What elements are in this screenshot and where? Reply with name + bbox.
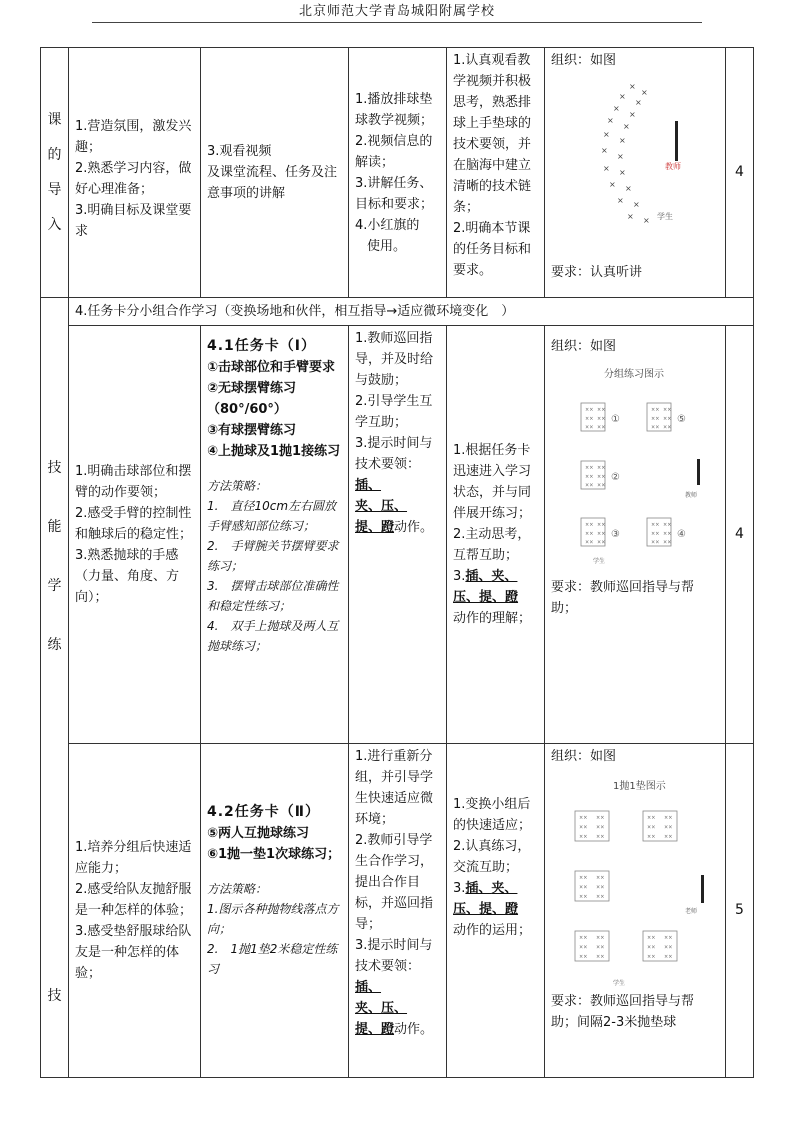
- player-mark: ××: [579, 824, 588, 831]
- method-label: 方法策略：: [207, 882, 268, 896]
- court-num: ②: [611, 472, 620, 483]
- student-item: 2.认真练习，交流互助；: [453, 839, 531, 875]
- task-header-row: [41, 298, 754, 326]
- player-mark: ××: [597, 473, 606, 480]
- student-prefix: 3.: [453, 569, 466, 584]
- student-tail: 动作的理解；: [453, 611, 532, 626]
- task1-teacher-cell: [349, 326, 447, 744]
- keyword: 蹬: [381, 1022, 395, 1037]
- student-label: 学生: [593, 558, 606, 565]
- org-label: 组织：如图: [551, 53, 617, 68]
- player-mark: ××: [597, 415, 606, 422]
- intro-content-cell: [201, 48, 349, 298]
- toss-pass-diagram: [553, 771, 715, 989]
- skills-section-label: [41, 458, 68, 656]
- keyword: 提、: [355, 520, 382, 535]
- keyword: 夹、: [355, 1001, 382, 1016]
- goal-item: 2.感受给队友抛舒服是一种怎样的体验；: [75, 882, 193, 918]
- task1-time: 4: [726, 326, 754, 744]
- keywords: [453, 566, 538, 629]
- org-label: 组织：如图: [551, 749, 617, 764]
- player-mark: ××: [664, 833, 673, 840]
- player-mark: ××: [651, 539, 660, 546]
- player-mark: ××: [585, 473, 594, 480]
- task2-teacher-cell: [349, 744, 447, 1078]
- keyword: 夹、: [491, 569, 518, 584]
- player-mark: ××: [663, 415, 672, 422]
- goal-item: 2.感受手臂的控制性和触球后的稳定性；: [75, 506, 193, 542]
- player-mark: ××: [663, 539, 672, 546]
- task1-card-title: 4.1任务卡（Ⅰ）: [207, 338, 317, 354]
- teacher-tail: 动作。: [394, 1022, 434, 1037]
- method-item: 3. 摆臂击球部位准确性和稳定性练习；: [207, 579, 339, 613]
- req-label: 要求：教师巡回指导与帮助；间隔2-3米抛垫球: [551, 994, 695, 1030]
- keywords: [355, 475, 440, 538]
- section-char: 导: [47, 181, 62, 198]
- section-char: 技: [47, 988, 62, 1004]
- teacher-item: 使用。: [367, 238, 407, 254]
- section-char: 练: [47, 637, 62, 653]
- task2-time: 5: [726, 744, 754, 1078]
- goal-item: 3.感受垫舒服球给队友是一种怎样的体验；: [75, 924, 192, 981]
- player-mark: ××: [597, 539, 606, 546]
- player-mark: ××: [585, 482, 594, 489]
- keyword: 插、: [465, 569, 492, 584]
- player-mark: ××: [596, 893, 605, 900]
- formation-diagram: [559, 73, 719, 253]
- player-mark: ××: [585, 522, 594, 528]
- task2-row: [41, 744, 754, 1078]
- keyword: 蹬: [381, 520, 395, 535]
- diagram-title: 分组练习图示: [604, 369, 664, 380]
- content-item: 3.观看视频: [207, 144, 272, 159]
- intro-section-cell: [41, 48, 69, 298]
- content-item: 及课堂流程、任务及注意事项的讲解: [207, 165, 338, 201]
- card-item: ③有球摆臂练习: [207, 423, 297, 438]
- student-mark: ×: [603, 164, 610, 173]
- player-mark: ××: [597, 482, 606, 489]
- student-tail: 动作的运用；: [453, 923, 532, 938]
- player-mark: ××: [596, 944, 605, 951]
- player-mark: ××: [647, 953, 656, 960]
- player-mark: ××: [664, 935, 673, 941]
- student-mark: ×: [609, 180, 616, 189]
- keyword: 插、: [355, 478, 382, 493]
- skills-section-label-b: [41, 986, 68, 1007]
- req-label: 要求：教师巡回指导与帮助；: [551, 580, 695, 616]
- teacher-item: 2.引导学生互学互助；: [355, 394, 433, 430]
- student-mark: ×: [635, 98, 642, 107]
- task2-card-title: 4.2任务卡（Ⅱ）: [207, 804, 321, 820]
- player-mark: ××: [647, 944, 656, 951]
- student-mark: ×: [603, 130, 610, 139]
- teacher-label: 教师: [685, 492, 698, 499]
- teacher-item: 3.讲解任务、目标和要求；: [355, 175, 434, 212]
- student-mark: ×: [625, 184, 632, 193]
- teacher-flag: [701, 875, 704, 903]
- keyword: 蹬: [505, 590, 519, 605]
- keyword: 蹬: [505, 902, 519, 917]
- task1-goals-cell: [69, 326, 201, 744]
- goal-item: 1.明确击球部位和摆臂的动作要领；: [75, 464, 192, 500]
- player-mark: ××: [663, 522, 672, 528]
- teacher-tail: 动作。: [394, 520, 434, 535]
- student-mark: ×: [623, 122, 630, 131]
- keyword: 压、: [453, 590, 480, 605]
- player-mark: ××: [596, 875, 605, 881]
- player-mark: ××: [597, 465, 606, 471]
- player-mark: ××: [663, 407, 672, 413]
- teacher-item: 3.提示时间与技术要领：: [355, 938, 433, 974]
- player-mark: ××: [579, 935, 588, 941]
- student-prefix: 3.: [453, 881, 466, 896]
- player-mark: ××: [651, 522, 660, 528]
- player-mark: ××: [579, 944, 588, 951]
- player-mark: ××: [579, 953, 588, 960]
- intro-section-label: [41, 110, 68, 236]
- teacher-item: 2.视频信息的解读；: [355, 133, 433, 170]
- task2-org-cell: [545, 744, 726, 1078]
- player-mark: ××: [579, 875, 588, 881]
- student-item: 2.明确本节课的任务目标和要求。: [453, 221, 532, 278]
- student-mark: ×: [619, 136, 626, 145]
- teacher-item: 1.进行重新分组，并引导学生快速适应微环境；: [355, 749, 434, 827]
- player-mark: ××: [663, 530, 672, 537]
- student-mark: ×: [641, 88, 648, 97]
- lesson-plan-table: [40, 47, 754, 1078]
- player-mark: ××: [596, 815, 605, 821]
- player-mark: ××: [596, 953, 605, 960]
- section-char: 学: [47, 578, 62, 594]
- player-mark: ××: [651, 424, 660, 431]
- court-num: ④: [677, 529, 686, 540]
- student-marks: [601, 82, 650, 225]
- player-mark: ××: [596, 833, 605, 840]
- player-mark: ××: [647, 935, 656, 941]
- task2-card-cell: [201, 744, 349, 1078]
- player-mark: ××: [663, 424, 672, 431]
- method-item: 1.图示各种抛物线落点方向；: [207, 902, 339, 936]
- player-mark: ××: [585, 407, 594, 413]
- task1-org-cell: [545, 326, 726, 744]
- task2-goals-cell: [69, 744, 201, 1078]
- teacher-item: 1.教师巡回指导，并及时给与鼓励；: [355, 331, 434, 388]
- player-mark: ××: [579, 833, 588, 840]
- keyword: 压、: [381, 1001, 408, 1016]
- section-char: 能: [47, 519, 62, 535]
- teacher-label: 老师: [685, 908, 698, 915]
- student-item: 1.变换小组后的快速适应；: [453, 797, 532, 833]
- player-mark: ××: [664, 815, 673, 821]
- player-mark: ××: [651, 530, 660, 537]
- keyword: 提、: [355, 1022, 382, 1037]
- player-mark: ××: [585, 530, 594, 537]
- player-mark: ××: [651, 407, 660, 413]
- intro-time: 4: [726, 48, 754, 298]
- student-mark: ×: [619, 92, 626, 101]
- intro-goals-cell: [69, 48, 201, 298]
- keyword: 压、: [381, 499, 408, 514]
- goal-item: 3.熟悉抛球的手感（力量、角度、方向）；: [75, 548, 180, 605]
- player-mark: ××: [585, 539, 594, 546]
- player-mark: ××: [664, 824, 673, 831]
- method-item: 1. 直径10cm左右圆放手臂感知部位练习；: [207, 499, 337, 533]
- task1-student-cell: [447, 326, 545, 744]
- section-char: 课: [47, 111, 62, 128]
- intro-org-cell: [545, 48, 726, 298]
- player-mark: ××: [579, 893, 588, 900]
- player-mark: ××: [597, 530, 606, 537]
- player-mark: ××: [597, 424, 606, 431]
- goal-item: 2.熟悉学习内容，做好心理准备；: [75, 160, 192, 197]
- student-mark: ×: [601, 146, 608, 155]
- task-header: 4.任务卡分小组合作学习（变换场地和伙伴，相互指导→适应微环境变化 ）: [69, 298, 754, 326]
- diagram-title: 1抛1垫图示: [613, 781, 666, 792]
- teacher-item: 3.提示时间与技术要领：: [355, 436, 433, 472]
- teacher-item: 2.教师引导学生合作学习，提出合作目标，并巡回指导；: [355, 833, 434, 932]
- req-label: 要求：认真听讲: [551, 265, 643, 280]
- player-mark: ××: [585, 415, 594, 422]
- intro-row: [41, 48, 754, 298]
- keywords: [453, 878, 538, 941]
- player-mark: ××: [597, 522, 606, 528]
- task1-row: [41, 326, 754, 744]
- player-mark: ××: [664, 944, 673, 951]
- player-mark: ××: [596, 884, 605, 891]
- page-header: 北京师范大学青岛城阳附属学校: [92, 2, 702, 23]
- keyword: 夹、: [355, 499, 382, 514]
- student-item: 1.认真观看教学视频并积极思考，熟悉排球上手垫球的技术要领，并在脑海中建立清晰的技术链条；: [453, 53, 532, 215]
- court-num: ③: [611, 529, 620, 540]
- student-mark: ×: [619, 168, 626, 177]
- keywords: [355, 977, 440, 1040]
- method-label: 方法策略：: [207, 479, 268, 493]
- student-mark-label: 学生: [657, 212, 673, 221]
- card-item: ⑥1抛一垫1次球练习；: [207, 847, 341, 862]
- card-item: ②无球摆臂练习（80°/60°）: [207, 381, 297, 417]
- section-char: 入: [47, 216, 62, 233]
- keyword: 提、: [479, 590, 506, 605]
- court-num: ⑤: [677, 414, 686, 425]
- goal-item: 3.明确目标及课堂要求: [75, 202, 192, 239]
- keyword: 提、: [479, 902, 506, 917]
- method-item: 2. 1抛1垫2米稳定性练习: [207, 942, 338, 976]
- keyword: 插、: [355, 980, 382, 995]
- student-item: 2.主动思考，互帮互助；: [453, 527, 531, 563]
- student-mark: ×: [629, 82, 636, 91]
- player-mark: ××: [579, 815, 588, 821]
- player-mark: ××: [664, 953, 673, 960]
- teacher-flag: [697, 459, 700, 485]
- student-mark: ×: [617, 196, 624, 205]
- player-mark: ××: [651, 415, 660, 422]
- keyword: 夹、: [491, 881, 518, 896]
- student-mark: ×: [613, 104, 620, 113]
- intro-teacher-cell: [349, 48, 447, 298]
- teacher-item: 1.播放排球垫球教学视频；: [355, 91, 434, 128]
- keyword: 压、: [453, 902, 480, 917]
- section-char: 的: [47, 146, 62, 163]
- student-mark: ×: [617, 152, 624, 161]
- court-num: ①: [611, 414, 620, 425]
- method-item: 2. 手臂腕关节摆臂要求练习；: [207, 539, 339, 573]
- student-mark: ×: [607, 116, 614, 125]
- teacher-mark-label: 教师: [665, 162, 681, 171]
- org-label: 组织：如图: [551, 339, 617, 354]
- player-mark: ××: [647, 815, 656, 821]
- student-mark: ×: [629, 110, 636, 119]
- card-item: ①击球部位和手臂要求: [207, 360, 336, 375]
- teacher-item: 4.小红旗的: [355, 217, 420, 233]
- method-item: 4. 双手上抛球及两人互抛球练习；: [207, 619, 339, 653]
- teacher-flag: [675, 121, 678, 161]
- goal-item: 1.培养分组后快速适应能力；: [75, 840, 192, 876]
- task1-card-cell: [201, 326, 349, 744]
- task2-student-cell: [447, 744, 545, 1078]
- player-mark: ××: [596, 824, 605, 831]
- student-mark: ×: [627, 212, 634, 221]
- student-item: 1.根据任务卡迅速进入学习状态，并与同伴展开练习；: [453, 443, 532, 521]
- group-practice-diagram: [553, 363, 715, 573]
- player-mark: ××: [647, 833, 656, 840]
- card-item: ⑤两人互抛球练习: [207, 826, 310, 841]
- student-mark: ×: [633, 200, 640, 209]
- player-mark: ××: [596, 935, 605, 941]
- player-mark: ××: [597, 407, 606, 413]
- player-mark: ××: [585, 424, 594, 431]
- goal-item: 1.营造氛围，激发兴趣；: [75, 118, 192, 155]
- student-mark: ×: [643, 216, 650, 225]
- player-mark: ××: [585, 465, 594, 471]
- student-label: 学生: [613, 980, 626, 987]
- player-mark: ××: [579, 884, 588, 891]
- section-char: 技: [47, 460, 62, 476]
- player-mark: ××: [647, 824, 656, 831]
- intro-student-cell: [447, 48, 545, 298]
- skills-section-cell: [41, 298, 69, 1078]
- card-item: ④上抛球及1抛1接练习: [207, 444, 341, 459]
- keyword: 插、: [465, 881, 492, 896]
